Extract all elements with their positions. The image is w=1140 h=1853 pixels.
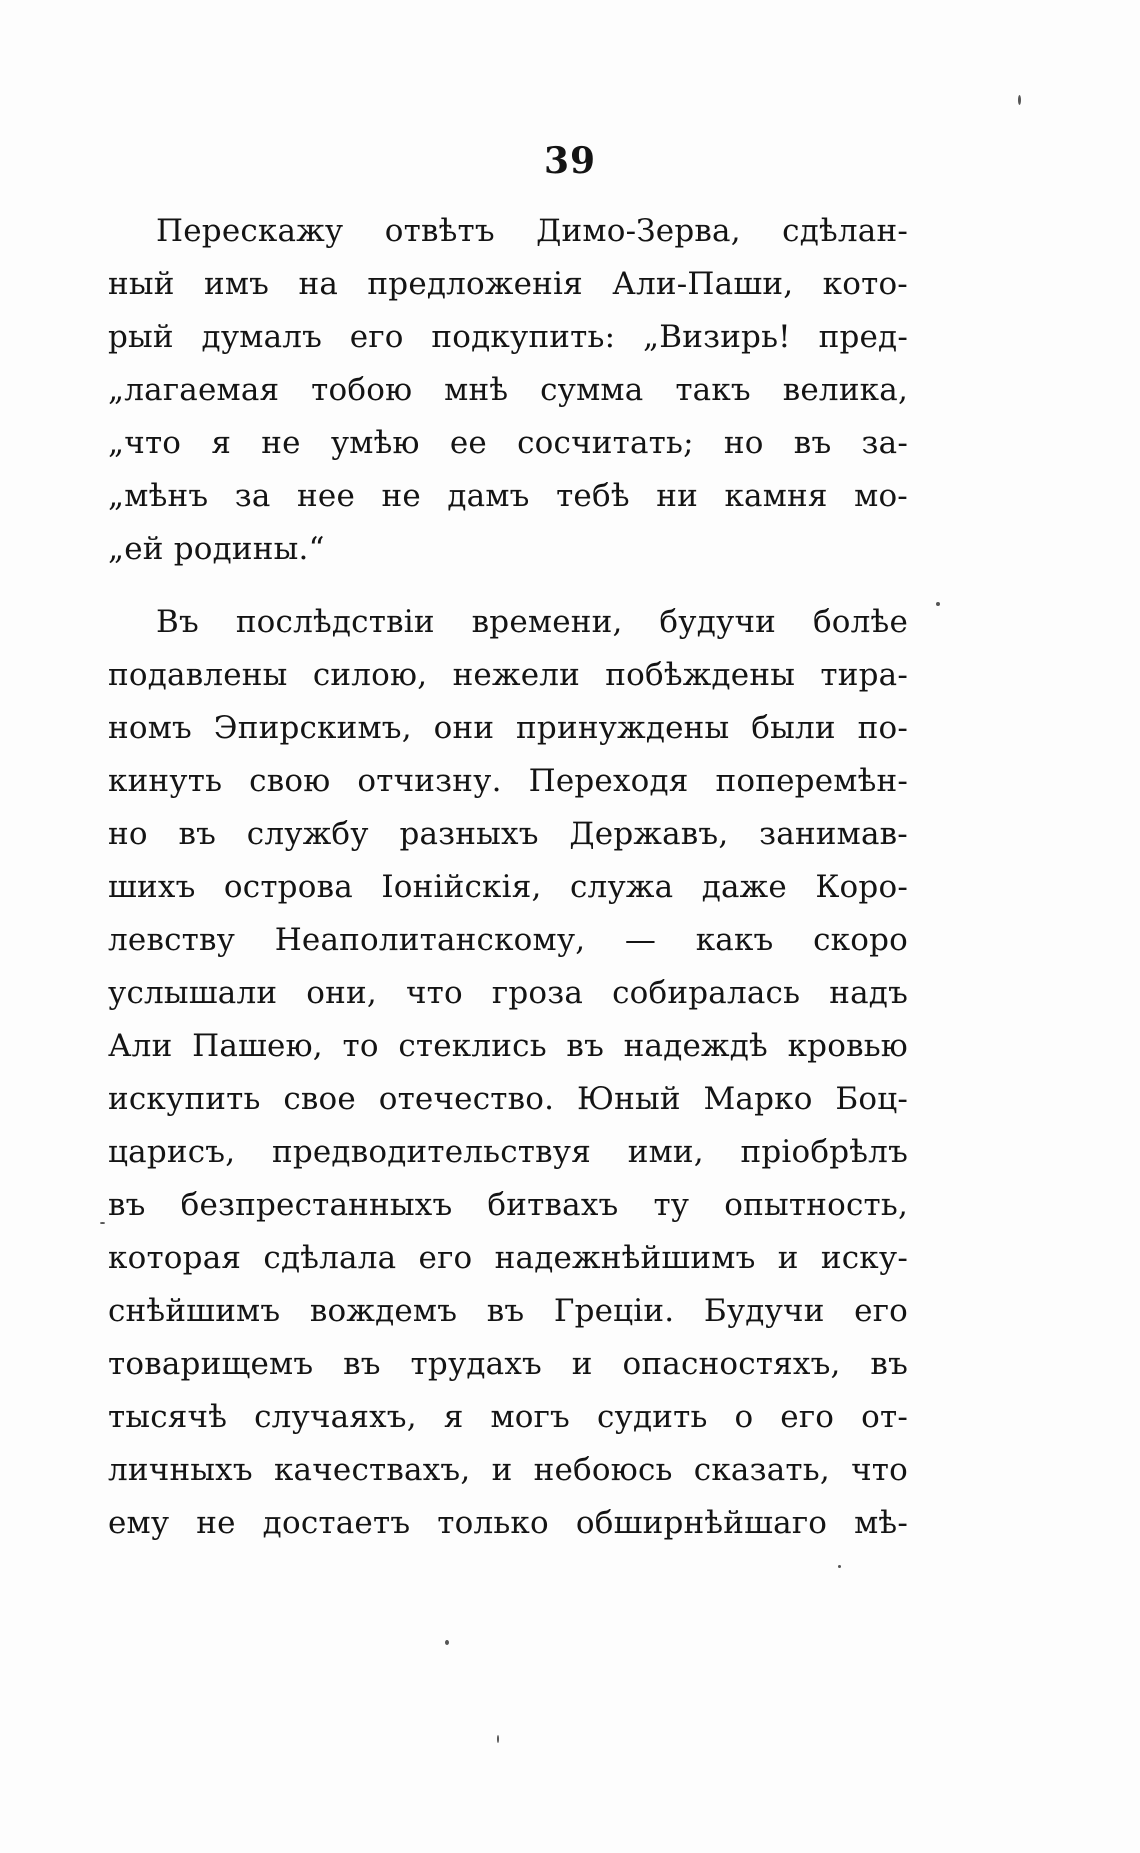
text-line: услышали они, что гроза собиралась надъ: [108, 975, 908, 1011]
text-line: товарищемъ въ трудахъ и опасностяхъ, въ: [108, 1346, 908, 1382]
text-line: искупить свое отечество. Юный Марко Боц-: [108, 1081, 908, 1117]
text-line: „мѣнъ за нее не дамъ тебѣ ни камня мо-: [108, 478, 908, 514]
paragraph-2: [108, 596, 908, 1550]
text-line: Али Пашею, то стеклись въ надеждѣ кровью: [108, 1028, 908, 1064]
text-line: номъ Эпирскимъ, они принуждены были по-: [108, 710, 908, 746]
body-text: [108, 205, 908, 1550]
scan-speck: [838, 1565, 841, 1568]
text-line: но въ службу разныхъ Державъ, занимав-: [108, 816, 908, 852]
text-line: „что я не умѣю ее сосчитать; но въ за-: [108, 425, 908, 461]
scan-speck: [497, 1735, 499, 1743]
paragraph-1: [108, 205, 908, 576]
text-line: „ей родины.“: [108, 531, 325, 567]
text-line: „лагаемая тобою мнѣ сумма такъ велика,: [108, 372, 908, 408]
text-line: которая сдѣлала его надежнѣйшимъ и иску-: [108, 1240, 908, 1276]
text-line: Въ послѣдствіи времени, будучи болѣе: [156, 604, 908, 640]
text-line: тысячѣ случаяхъ, я могъ судить о его от-: [108, 1399, 908, 1435]
text-line: подавлены силою, нежели побѣждены тира-: [108, 657, 908, 693]
text-line: Перескажу отвѣтъ Димо-Зерва, сдѣлан-: [156, 213, 908, 249]
text-line: шихъ острова Іонійскія, служа даже Коро-: [108, 869, 908, 905]
text-line: ный имъ на предложенія Али-Паши, кото-: [108, 266, 908, 302]
text-line: въ безпрестанныхъ битвахъ ту опытность,: [108, 1187, 908, 1223]
text-line: ему не достаетъ только обширнѣйшаго мѣ-: [108, 1505, 908, 1541]
scan-speck: [936, 602, 940, 606]
text-line: левству Неаполитанскому, — какъ скоро: [108, 922, 908, 958]
scan-speck: [1018, 95, 1021, 105]
text-line: личныхъ качествахъ, и небоюсь сказать, что: [108, 1452, 908, 1488]
scan-speck: [445, 1640, 449, 1645]
text-line: снѣйшимъ вождемъ въ Греціи. Будучи его: [108, 1293, 908, 1329]
scan-speck: [100, 1222, 105, 1224]
text-line: кинуть свою отчизну. Переходя поперемѣн-: [108, 763, 908, 799]
text-line: царисъ, предводительствуя ими, пріобрѣлъ: [108, 1134, 908, 1170]
page-number: 39: [543, 140, 597, 182]
text-line: рый думалъ его подкупить: „Визирь! пред-: [108, 319, 908, 355]
